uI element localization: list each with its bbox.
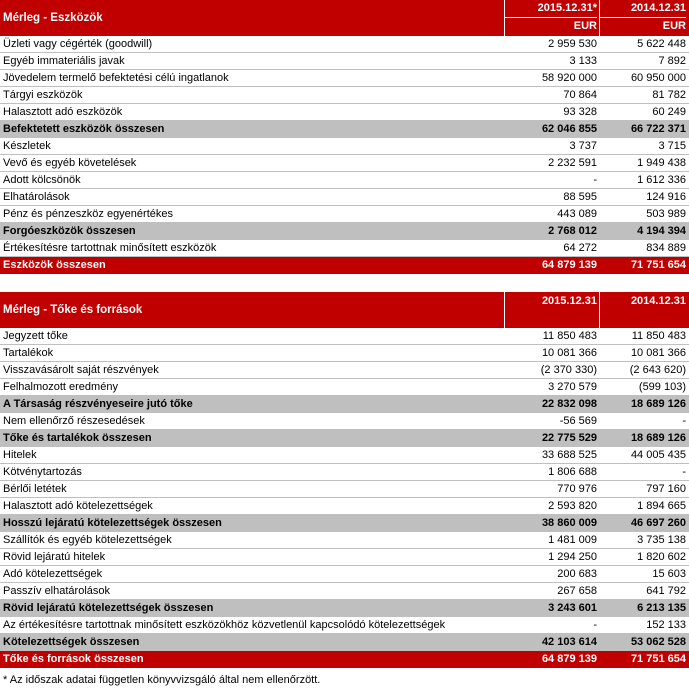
row-value-2014: 641 792 xyxy=(646,584,686,597)
row-value-2014: 1 820 602 xyxy=(637,550,686,563)
row-label: Hitelek xyxy=(3,448,37,461)
row-value-2014: 60 950 000 xyxy=(630,71,686,84)
row-label: Egyéb immateriális javak xyxy=(3,54,125,67)
row-value-2015: - xyxy=(593,618,597,631)
row-value-2015: 64 879 139 xyxy=(541,653,597,665)
assets-title: Mérleg - Eszközök xyxy=(3,12,103,24)
table-row xyxy=(0,155,689,172)
row-label: Kötelezettségek összesen xyxy=(3,635,140,648)
row-label: Üzleti vagy cégérték (goodwill) xyxy=(3,37,153,50)
row-value-2014: 10 081 366 xyxy=(630,346,686,359)
row-value-2014: 1 894 665 xyxy=(637,499,686,512)
row-value-2015: 22 775 529 xyxy=(541,431,597,444)
row-value-2015: 93 328 xyxy=(563,105,597,118)
row-value-2015: 267 658 xyxy=(557,584,597,597)
row-value-2014: 60 249 xyxy=(652,105,686,118)
row-label: Rövid lejáratú kötelezettségek összesen xyxy=(3,601,214,614)
row-value-2014: 18 689 126 xyxy=(630,431,686,444)
footnote: * Az időszak adatai független könyvvizsgáló által nem ellenőrzött. xyxy=(3,674,321,686)
row-label: Forgóeszközök összesen xyxy=(3,224,136,237)
row-label: Tőke és források összesen xyxy=(3,653,144,665)
row-value-2014: 66 722 371 xyxy=(630,122,686,135)
row-value-2015: 1 481 009 xyxy=(548,533,597,546)
row-value-2015: 3 737 xyxy=(569,139,597,152)
liabilities-col2-header: 2014.12.31 xyxy=(599,292,689,328)
row-label: Nem ellenőrző részesedések xyxy=(3,414,145,427)
row-value-2014: 81 782 xyxy=(652,88,686,101)
row-value-2014: 46 697 260 xyxy=(630,516,686,529)
row-value-2015: (2 370 330) xyxy=(540,363,597,376)
row-value-2015: 58 920 000 xyxy=(541,71,597,84)
assets-col2-date: 2014.12.31 xyxy=(630,2,686,14)
row-value-2015: 2 593 820 xyxy=(548,499,597,512)
row-value-2014: 53 062 528 xyxy=(630,635,686,648)
liabilities-table xyxy=(0,292,689,668)
liabilities-header xyxy=(0,292,689,328)
total-row xyxy=(0,651,689,668)
row-label: Adó kötelezettségek xyxy=(3,567,103,580)
row-label: Jövedelem termelő befektetési célú ingatlanok xyxy=(3,71,229,84)
table-row xyxy=(0,172,689,189)
total-row xyxy=(0,257,689,274)
table-row xyxy=(0,87,689,104)
row-label: Pénz és pénzeszköz egyenértékes xyxy=(3,207,173,220)
row-value-2015: 2 232 591 xyxy=(548,156,597,169)
row-value-2015: 200 683 xyxy=(557,567,597,580)
row-label: Passzív elhatárolások xyxy=(3,584,110,597)
row-value-2015: 33 688 525 xyxy=(541,448,597,461)
row-value-2014: (599 103) xyxy=(638,380,686,393)
row-label: Értékesítésre tartottnak minősített eszközök xyxy=(3,241,217,254)
row-value-2015: 2 959 530 xyxy=(548,37,597,50)
subtotal-row xyxy=(0,430,689,447)
table-row xyxy=(0,328,689,345)
table-row xyxy=(0,70,689,87)
table-row xyxy=(0,583,689,600)
row-value-2014: 797 160 xyxy=(646,482,686,495)
row-value-2014: 11 850 483 xyxy=(631,329,686,342)
subtotal-row xyxy=(0,396,689,413)
row-label: Rövid lejáratú hitelek xyxy=(3,550,106,563)
row-value-2014: 6 213 135 xyxy=(637,601,686,614)
table-row xyxy=(0,36,689,53)
liabilities-title: Mérleg - Tőke és források xyxy=(3,304,143,316)
subtotal-row xyxy=(0,223,689,240)
row-value-2015: 22 832 098 xyxy=(541,397,597,410)
subtotal-row xyxy=(0,600,689,617)
row-value-2015: 10 081 366 xyxy=(541,346,597,359)
row-value-2014: 124 916 xyxy=(646,190,686,203)
row-value-2014: 18 689 126 xyxy=(630,397,686,410)
row-value-2014: 3 735 138 xyxy=(637,533,686,546)
row-value-2015: 62 046 855 xyxy=(541,122,597,135)
row-value-2015: 2 768 012 xyxy=(548,224,597,237)
row-label: Befektetett eszközök összesen xyxy=(3,122,165,135)
assets-col1-unit: EUR xyxy=(505,17,597,35)
table-row xyxy=(0,206,689,223)
row-value-2015: 1 294 250 xyxy=(548,550,597,563)
table-row xyxy=(0,362,689,379)
row-value-2014: (2 643 620) xyxy=(629,363,686,376)
row-value-2014: 71 751 654 xyxy=(630,653,686,665)
row-label: Kötvénytartozás xyxy=(3,465,82,478)
row-value-2015: 70 864 xyxy=(563,88,597,101)
subtotal-row xyxy=(0,634,689,651)
table-row xyxy=(0,498,689,515)
table-row xyxy=(0,379,689,396)
row-label: Tartalékok xyxy=(3,346,54,359)
table-row xyxy=(0,189,689,206)
row-value-2014: 152 133 xyxy=(646,618,686,631)
liabilities-col1-header: 2015.12.31 xyxy=(504,292,599,328)
table-row xyxy=(0,532,689,549)
table-row xyxy=(0,240,689,257)
row-label: Tőke és tartalékok összesen xyxy=(3,431,152,444)
row-label: Szállítók és egyéb kötelezettségek xyxy=(3,533,172,546)
table-row xyxy=(0,413,689,430)
row-value-2014: - xyxy=(682,414,686,427)
row-value-2015: 3 270 579 xyxy=(548,380,597,393)
row-value-2015: 3 243 601 xyxy=(548,601,597,614)
row-value-2014: 503 989 xyxy=(646,207,686,220)
assets-header xyxy=(0,0,689,36)
table-row xyxy=(0,138,689,155)
row-value-2015: 443 089 xyxy=(557,207,597,220)
row-value-2014: 7 892 xyxy=(658,54,686,67)
assets-table xyxy=(0,0,689,274)
row-label: Visszavásárolt saját részvények xyxy=(3,363,159,376)
liabilities-body xyxy=(0,328,689,668)
table-row xyxy=(0,53,689,70)
row-label: Halasztott adó eszközök xyxy=(3,105,123,118)
row-value-2015: 3 133 xyxy=(569,54,597,67)
row-value-2014: 1 949 438 xyxy=(637,156,686,169)
row-label: Elhatárolások xyxy=(3,190,70,203)
row-label: Bérlői letétek xyxy=(3,482,67,495)
row-value-2015: 88 595 xyxy=(563,190,597,203)
row-value-2014: 5 622 448 xyxy=(637,37,686,50)
row-value-2014: 3 715 xyxy=(658,139,686,152)
row-label: Vevő és egyéb követelések xyxy=(3,156,137,169)
subtotal-row xyxy=(0,121,689,138)
table-row xyxy=(0,481,689,498)
row-value-2015: 64 879 139 xyxy=(541,259,597,271)
table-row xyxy=(0,617,689,634)
row-value-2015: 11 850 483 xyxy=(542,329,597,342)
row-label: Eszközök összesen xyxy=(3,259,106,271)
row-value-2014: - xyxy=(682,465,686,478)
assets-col2-unit: EUR xyxy=(600,17,686,35)
table-row xyxy=(0,104,689,121)
row-value-2015: 770 976 xyxy=(557,482,597,495)
table-row xyxy=(0,549,689,566)
row-label: Tárgyi eszközök xyxy=(3,88,83,101)
row-label: Az értékesítésre tartottnak minősített eszközökhöz közvetlenül kapcsolódó kötelezettségek xyxy=(3,618,446,631)
row-value-2015: -56 569 xyxy=(559,414,597,427)
assets-col2-header xyxy=(599,0,689,36)
row-value-2014: 1 612 336 xyxy=(637,173,686,186)
table-row xyxy=(0,566,689,583)
row-label: A Társaság részvényeseire jutó tőke xyxy=(3,397,193,410)
row-value-2014: 834 889 xyxy=(646,241,686,254)
row-value-2014: 15 603 xyxy=(652,567,686,580)
assets-body xyxy=(0,36,689,274)
row-value-2015: 42 103 614 xyxy=(541,635,597,648)
row-value-2014: 71 751 654 xyxy=(630,259,686,271)
row-value-2014: 4 194 394 xyxy=(637,224,686,237)
assets-col1-header xyxy=(504,0,599,36)
row-label: Jegyzett tőke xyxy=(3,329,68,342)
table-row xyxy=(0,464,689,481)
table-row xyxy=(0,447,689,464)
subtotal-row xyxy=(0,515,689,532)
row-label: Felhalmozott eredmény xyxy=(3,380,118,393)
row-value-2015: 38 860 009 xyxy=(541,516,597,529)
row-value-2015: - xyxy=(593,173,597,186)
table-row xyxy=(0,345,689,362)
row-label: Halasztott adó kötelezettségek xyxy=(3,499,153,512)
row-value-2015: 1 806 688 xyxy=(548,465,597,478)
assets-col1-date: 2015.12.31* xyxy=(537,2,597,14)
row-label: Hosszú lejáratú kötelezettségek összesen xyxy=(3,516,222,529)
row-value-2014: 44 005 435 xyxy=(630,448,686,461)
row-label: Készletek xyxy=(3,139,51,152)
row-value-2015: 64 272 xyxy=(563,241,597,254)
row-label: Adott kölcsönök xyxy=(3,173,81,186)
